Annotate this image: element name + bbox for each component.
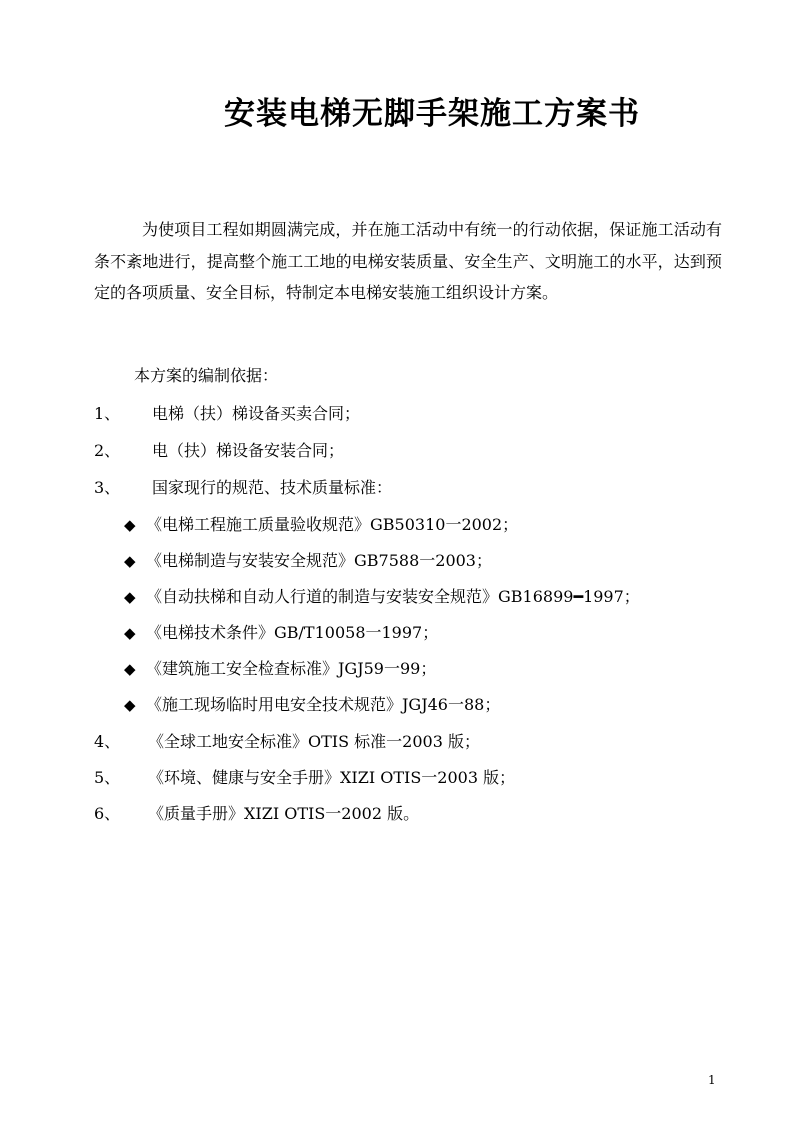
standard-item: 《电梯工程施工质量验收规范》GB50310一2002； — [146, 515, 519, 534]
diamond-bullet-icon: ◆ — [124, 660, 136, 678]
list-item-text: 国家现行的规范、技术质量标准： — [152, 478, 393, 497]
list-item-text: 《全球工地安全标准》OTIS 标准一2003 版； — [148, 732, 480, 751]
list-item-number: 3、 — [94, 478, 121, 497]
standard-item: 《建筑施工安全检查标准》JGJ59一99； — [146, 659, 437, 678]
standard-item: 《电梯技术条件》GB/T10058一1997； — [146, 623, 439, 642]
list-item-text: 《质量手册》XIZI OTIS一2002 版。 — [148, 804, 420, 823]
standard-item: 《施工现场临时用电安全技术规范》JGJ46一88； — [146, 695, 501, 714]
diamond-bullet-icon: ◆ — [124, 696, 136, 714]
diamond-bullet-icon: ◆ — [124, 624, 136, 642]
list-item-text: 电梯（扶）梯设备买卖合同； — [152, 404, 361, 423]
basis-heading: 本方案的编制依据： — [134, 366, 279, 385]
standard-item: 《自动扶梯和自动人行道的制造与安装安全规范》GB16899━1997； — [146, 587, 640, 606]
document-title: 安装电梯无脚手架施工方案书 — [224, 96, 640, 132]
diamond-bullet-icon: ◆ — [124, 516, 136, 534]
list-item-number: 2、 — [94, 441, 121, 460]
diamond-bullet-icon: ◆ — [124, 588, 136, 606]
intro-paragraph: 为使项目工程如期圆满完成，并在施工活动中有统一的行动依据，保证施工活动有条不紊地进行，提高整个施工工地的电梯安装质量、安全生产、文明施工的水平，达到预定的各项质量、安全目标，特制定本电梯安装施工组织设计方案。 — [94, 220, 722, 302]
diamond-bullet-icon: ◆ — [124, 552, 136, 570]
list-item-number: 5、 — [94, 768, 121, 787]
list-item-number: 4、 — [94, 732, 121, 751]
standard-item: 《电梯制造与安装安全规范》GB7588一2003； — [146, 551, 492, 570]
list-item-text: 电（扶）梯设备安装合同； — [152, 441, 345, 460]
list-item-number: 1、 — [94, 404, 121, 423]
list-item-text: 《环境、健康与安全手册》XIZI OTIS一2003 版； — [148, 768, 516, 787]
list-item-number: 6、 — [94, 804, 121, 823]
page-number: 1 — [708, 1073, 716, 1087]
